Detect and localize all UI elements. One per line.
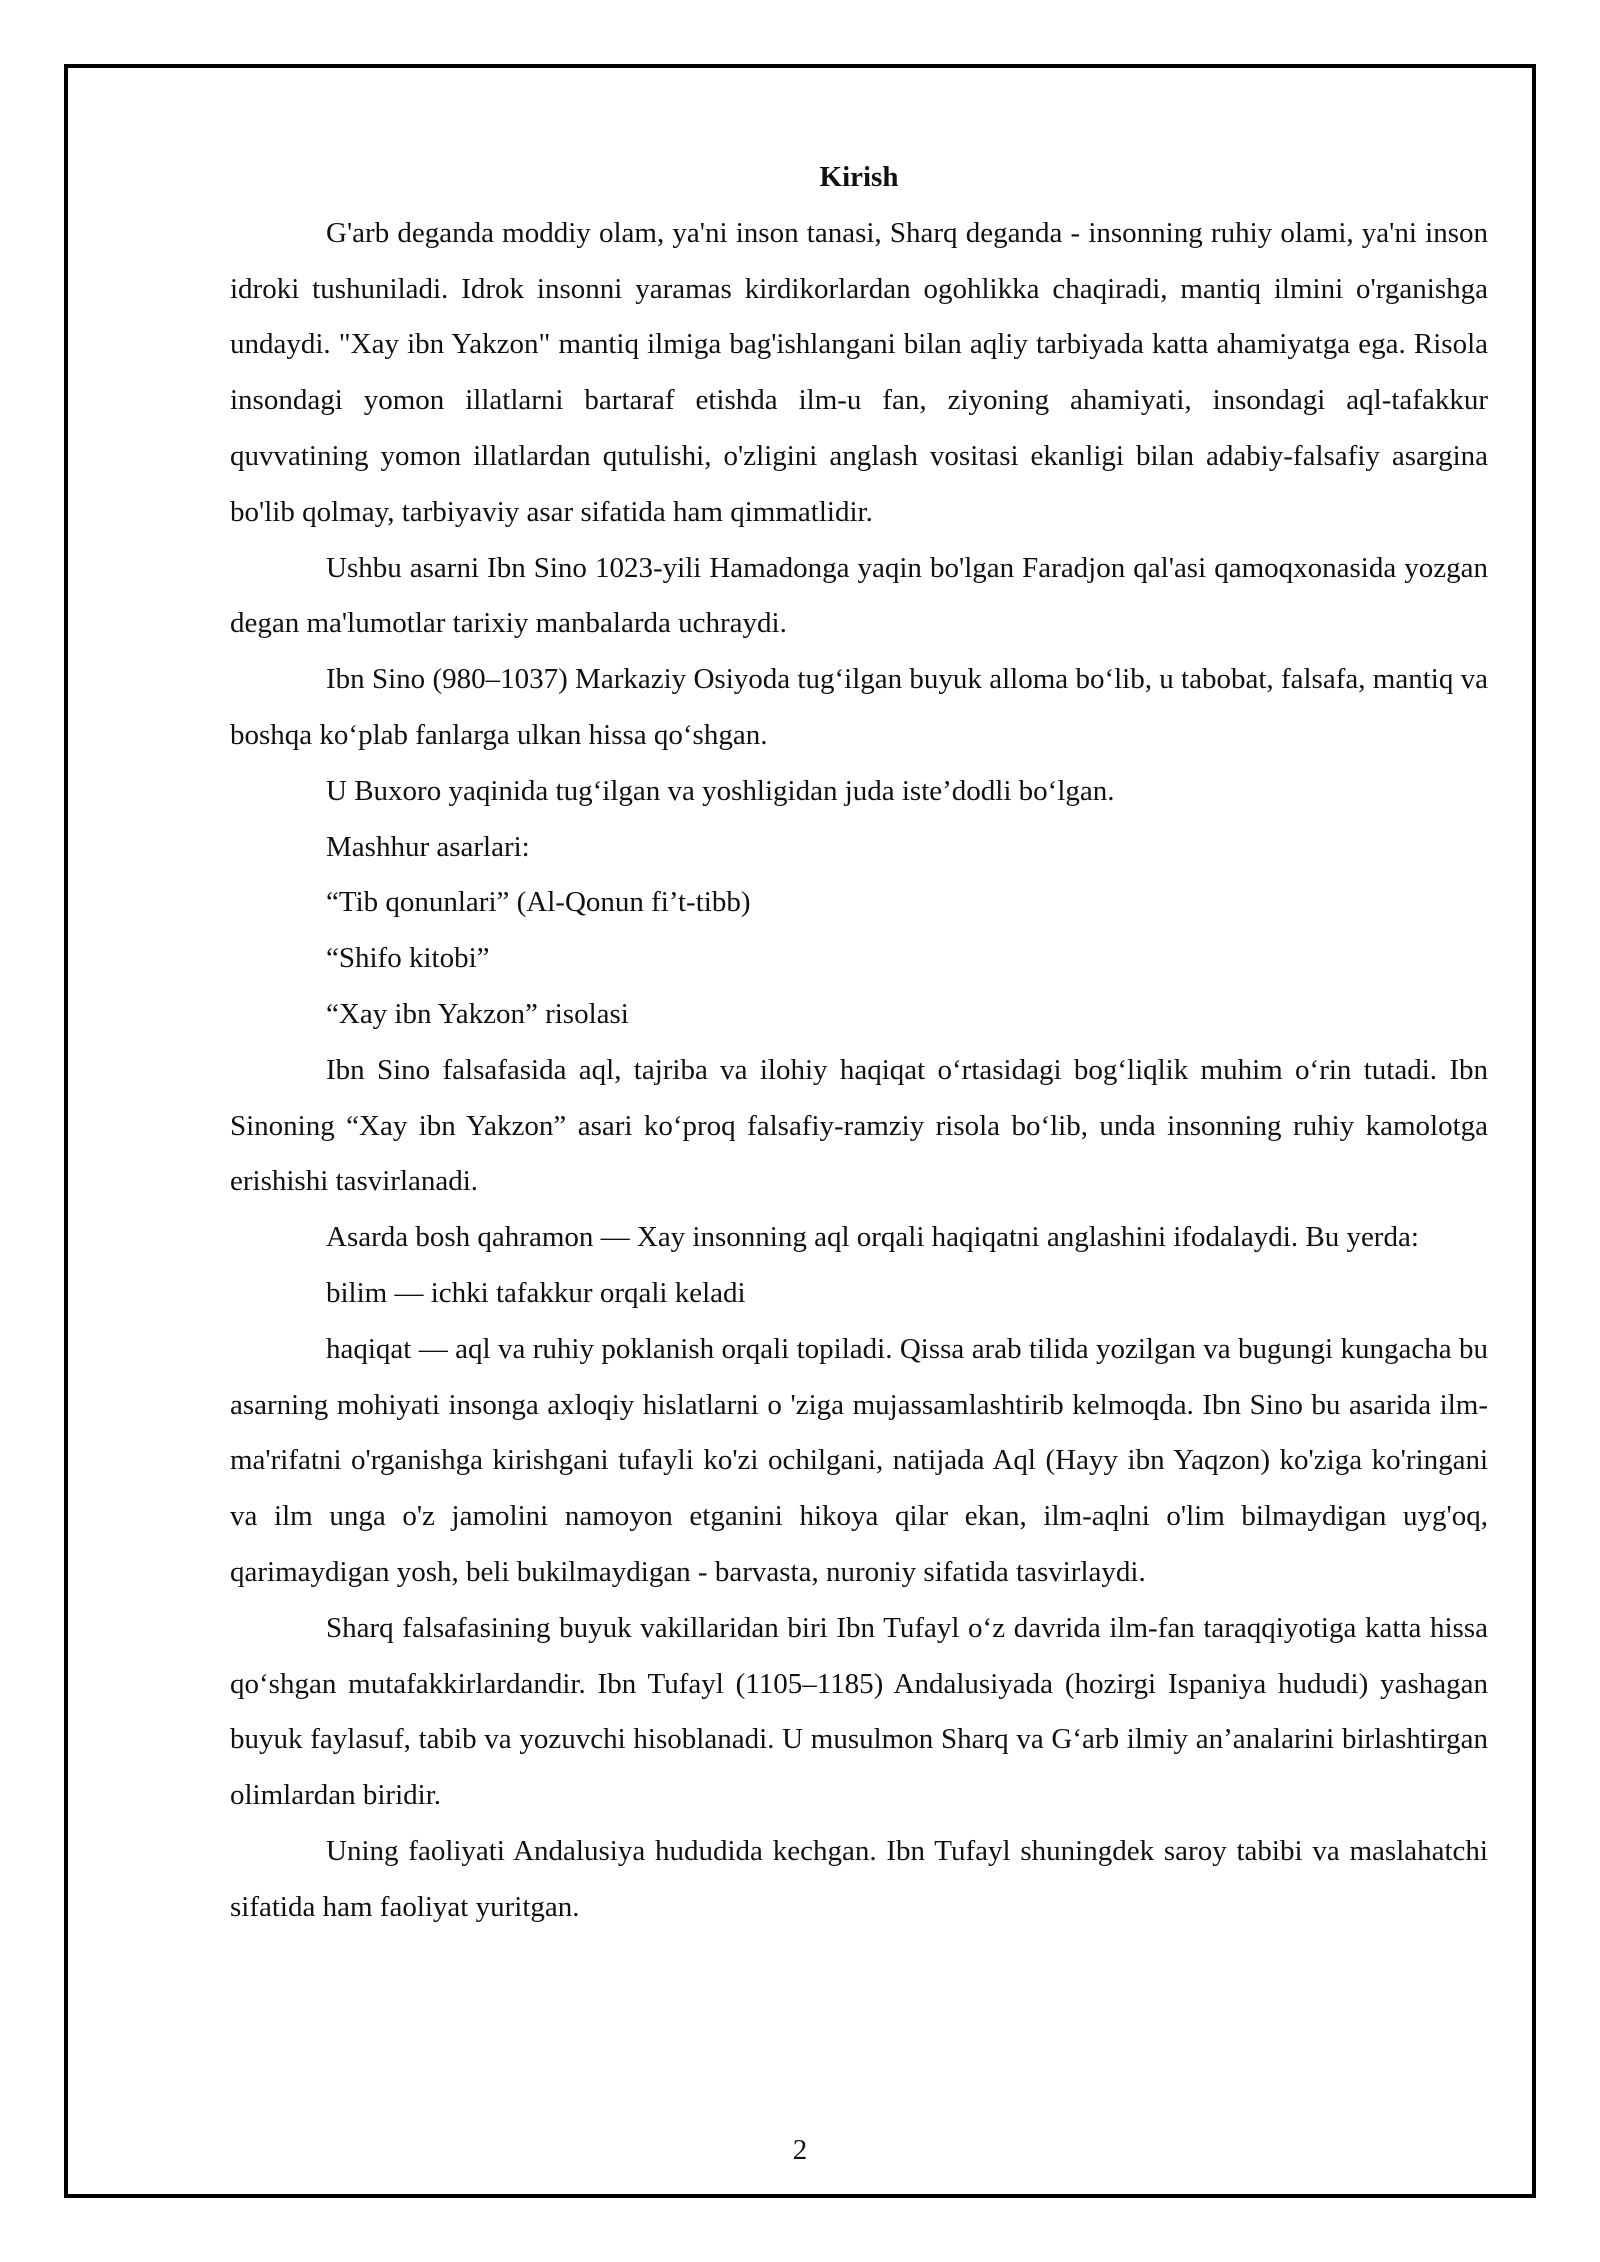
list-item: “Xay ibn Yakzon” risolasi xyxy=(326,997,629,1030)
list-item: “Shifo kitobi” xyxy=(326,942,490,975)
section-heading: Kirish xyxy=(819,161,899,193)
paragraph: Asarda bosh qahramon — Xay insonning aql orqali haqiqatni anglashini ifodalaydi. Bu yerda: xyxy=(326,1221,1419,1254)
list-item: bilim — ichki tafakkur orqali keladi xyxy=(326,1276,746,1309)
page-number: 2 xyxy=(792,2134,808,2166)
document-body xyxy=(230,150,1488,1936)
paragraph: Uning faoliyati Andalusiya hududida kechgan. Ibn Tufayl shuningdek saroy tabibi va maslahatchi sifatida ham faoliyat yuritgan. xyxy=(230,1834,1488,1923)
list-item: “Tib qonunlari” (Al-Qonun fi’t-tibb) xyxy=(326,886,751,919)
paragraph: Ushbu asarni Ibn Sino 1023-yili Hamadonga yaqin bo'lgan Faradjon qal'asi qamoqxonasida yozgan degan ma'lumotlar tarixiy manbalarda uchraydi. xyxy=(230,551,1488,640)
list-heading: Mashhur asarlari: xyxy=(326,830,530,863)
paragraph: G'arb deganda moddiy olam, ya'ni inson tanasi, Sharq deganda - insonning ruhiy olami, ya'ni inson idroki tushuniladi. Idrok insonni yaramas kirdikorlardan ogohlikka chaqiradi, mantiq ilmini o'rganishga undaydi. "Xay ibn Yakzon" mantiq ilmiga bag'ishlangani bilan aqliy tarbiyada katta ahamiyatga ega. Risola insondagi yomon illatlarni bartaraf etishda ilm-u fan, ziyoning ahamiyati, insondagi aql-tafakkur quvvatining yomon illatlardan qutulishi, o'zligini anglash vositasi ekanligi bilan adabiy-falsafiy asargina bo'lib qolmay, tarbiyaviy asar sifatida ham qimmatlidir. xyxy=(230,216,1488,528)
paragraph: Sharq falsafasining buyuk vakillaridan biri Ibn Tufayl o‘z davrida ilm-fan taraqqiyotiga katta hissa qo‘shgan mutafakkirlardandir. Ibn Tufayl (1105–1185) Andalusiyada (hozirgi Ispaniya hududi) yashagan buyuk faylasuf, tabib va yozuvchi hisoblanadi. U musulmon Sharq va G‘arb ilmiy an’analarini birlashtirgan olimlardan biridir. xyxy=(230,1611,1488,1812)
paragraph: U Buxoro yaqinida tug‘ilgan va yoshligidan juda iste’dodli bo‘lgan. xyxy=(326,774,1115,807)
paragraph: Ibn Sino falsafasida aql, tajriba va ilohiy haqiqat o‘rtasidagi bog‘liqlik muhim o‘rin tutadi. Ibn Sinoning “Xay ibn Yakzon” asari ko‘proq falsafiy-ramziy risola bo‘lib, unda insonning ruhiy kamolotga erishishi tasvirlanadi. xyxy=(230,1053,1488,1198)
paragraph: haqiqat — aql va ruhiy poklanish orqali topiladi. Qissa arab tilida yozilgan va bugungi kungacha bu asarning mohiyati insonga axloqiy hislatlarni o 'ziga mujassamlashtirib kelmoqda. Ibn Sino bu asarida ilm-ma'rifatni o'rganishga kirishgani tufayli ko'zi ochilgani, natijada Aql (Hayy ibn Yaqzon) ko'ziga ko'ringani va ilm unga o'z jamolini namoyon etganini hikoya qilar ekan, ilm-aqlni o'lim bilmaydigan uyg'oq, qarimaydigan yosh, beli bukilmaydigan - barvasta, nuroniy sifatida tasvirlaydi. xyxy=(230,1332,1488,1588)
paragraph: Ibn Sino (980–1037) Markaziy Osiyoda tug‘ilgan buyuk alloma bo‘lib, u tabobat, falsafa, mantiq va boshqa ko‘plab fanlarga ulkan hissa qo‘shgan. xyxy=(230,663,1488,751)
